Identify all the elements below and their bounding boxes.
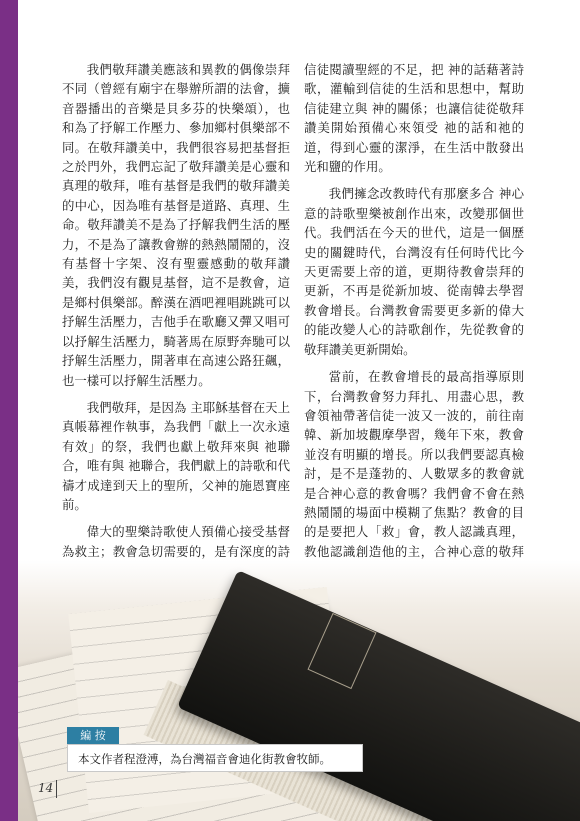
page-number-divider [56,780,57,798]
page-number: 14 [38,781,54,795]
article-column-right [304,60,524,608]
side-color-band [0,0,18,821]
paragraph: 偉大的聖樂詩歌使人預備心接受基督為救主；教會急切需要的，是有深度的詩 [62,524,290,559]
paragraph: 我們擁念改教時代有那麼多合 神心意的詩歌聖樂被創作出來，改變那個世代。我們活在今天的世代，這是一個歷史的關鍵時代，台灣沒有任何時代比今天更需要上帝的道，更期待教會崇拜的更新，不再是從新加坡、從南韓去學習教會增長。台灣教會需要更多新的偉大的能改變人心的詩歌創作，先從教會的敬拜讚美更新開始。 [304,186,524,357]
paragraph: 信徒閱讀聖經的不足，把 神的話藉著詩歌，灌輸到信徒的生活和思想中，幫助信徒建立與 神的關係；也讓信徒從敬拜讚美開始預備心來領受 祂的話和祂的道，得到心靈的潔淨，在生活中散發出光和鹽的作用。 [304,62,524,175]
editor-note-text: 本文作者程澄溥，為台灣福音會迪化街教會牧師。 [67,744,363,772]
article-column-left [62,60,290,608]
paragraph: 我們敬拜讚美應該和異教的偶像崇拜不同（曾經有廟宇在舉辦所謂的法會，擴音器播出的音樂是貝多芬的快樂頌），也和為了抒解工作壓力、參加鄉村俱樂部不同。在敬拜讚美中，我們很容易把基督拒之於門外，我們忘記了敬拜讚美是心靈和真理的敬拜，唯有基督是我們的敬拜讚美的中心，因為唯有基督是道路、真理、生命。敬拜讚美不是為了抒解我們生活的壓力，不是為了讓教會辦的熱熱鬧鬧的，沒有基督十字架、沒有聖靈感動的敬拜讚美，我們沒有觀見基督，這不是教會，這是鄉村俱樂部。醉漢在酒吧裡唱跳跳可以抒解生活壓力，吉他手在歌廳又彈又唱可以抒解生活壓力，騎著馬在原野奔馳可以抒解生活壓力，開著車在高速公路狂飆，也一樣可以抒解生活壓力。 [62,62,290,388]
paragraph: 當前，在教會增長的最高指導原則下，台灣教會努力拜扎、用盡心思，教會領袖帶著信徒一波又一波的，前往南韓、新加坡觀摩學習，幾年下來，教會並沒有明顯的增長。所以我們要認真檢討，是不是蓬勃的、人數眾多的教會就是合神心意的教會嗎？我們會不會在熱熱鬧鬧的場面中模糊了焦點？教會的目的是要把人「救」會，教人認識真理，教他認識創造他的主，合神心意的敬拜 [304,369,524,559]
paragraph: 我們敬拜，是因為 主耶穌基督在天上真帳幕裡作執事，為我們「獻上一次永遠有效」的祭，我們也獻上敬拜來與 祂聯合，唯有與 祂聯合，我們獻上的詩歌和代禱才成達到天上的聖所，父神的施恩寶座前。 [62,399,290,512]
editor-note-tag: 編 按 [67,727,119,744]
bible-and-sheet-music-photo [18,560,580,821]
